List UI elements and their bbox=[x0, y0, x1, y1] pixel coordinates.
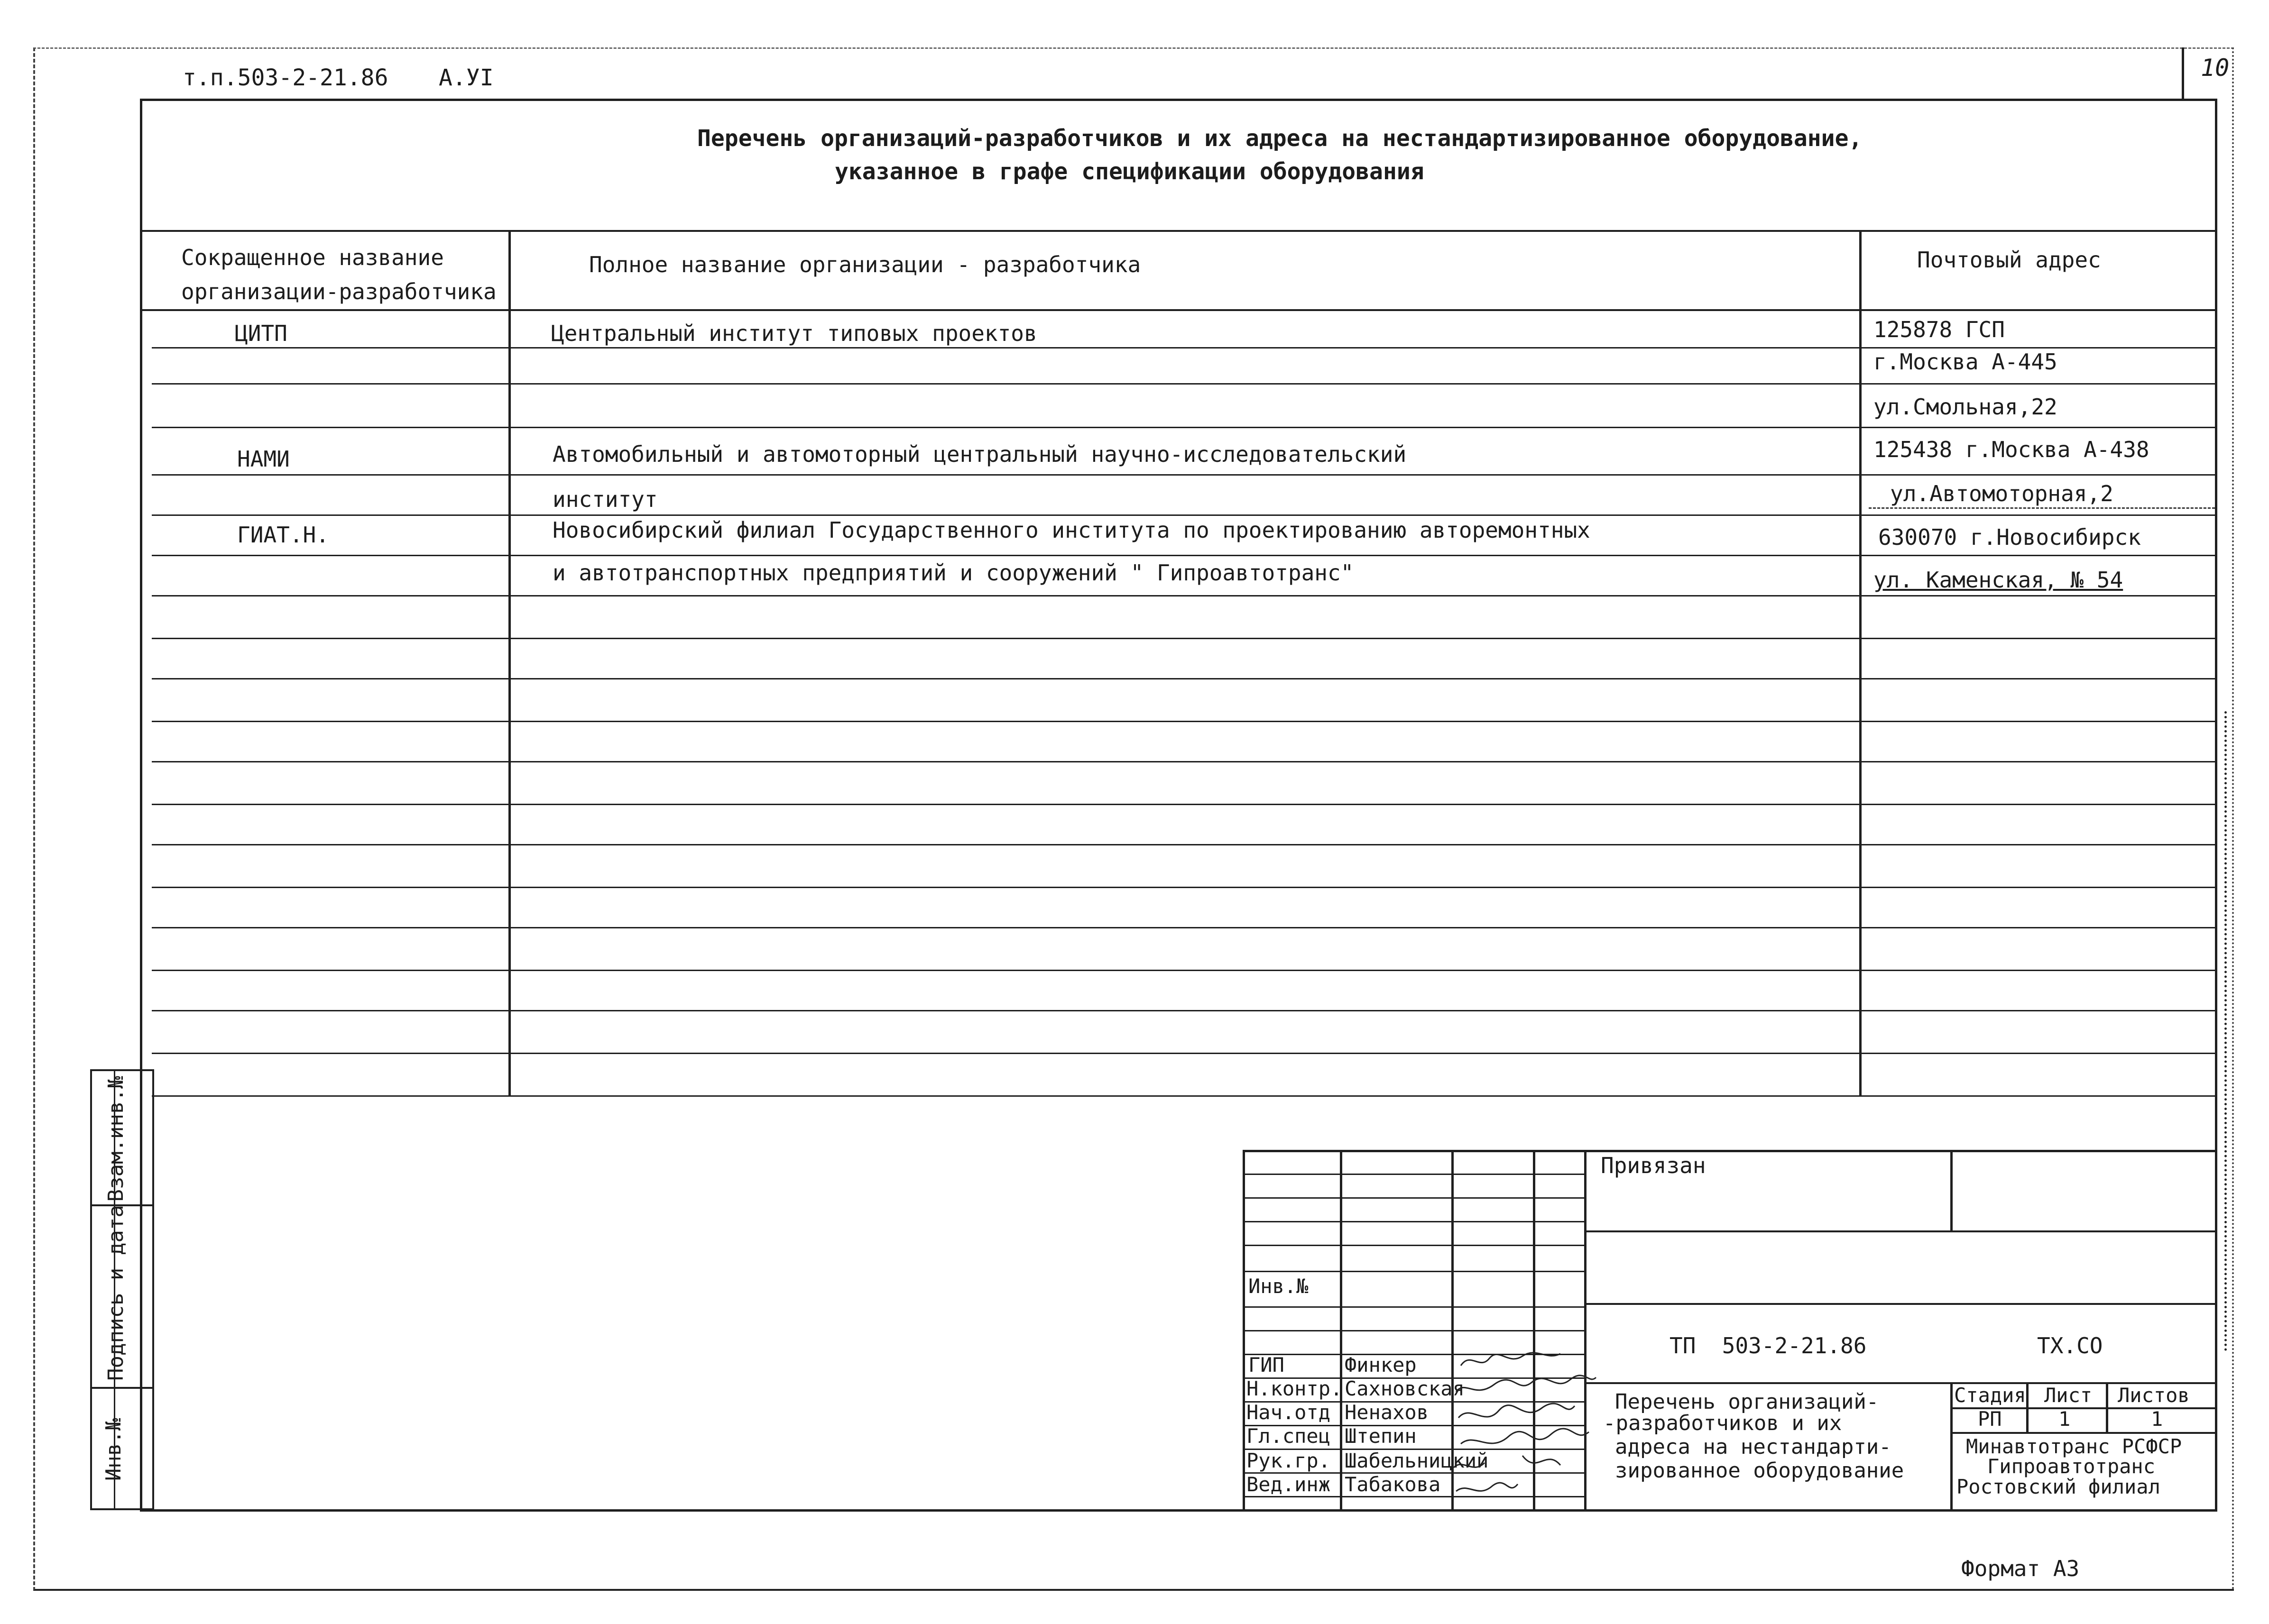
tb-org-line: Ростовский филиал bbox=[1956, 1475, 2160, 1498]
format-label: Формат А3 bbox=[1961, 1556, 2080, 1581]
tb-role: Рук.гр. bbox=[1246, 1449, 1331, 1472]
tb-desc-divider bbox=[1950, 1382, 1953, 1512]
table-row-line bbox=[152, 474, 2217, 476]
tb-role-name: Табакова bbox=[1345, 1473, 1441, 1496]
tb-role-name: Ненахов bbox=[1345, 1401, 1429, 1424]
page-title-line2: указанное в графе спецификации оборудования bbox=[835, 158, 1424, 185]
tb-code: ТП 503-2-21.86 bbox=[1669, 1333, 1867, 1358]
row-full-name: Центральный институт типовых проектов bbox=[551, 321, 1037, 346]
row-address: ул.Смольная,22 bbox=[1873, 394, 2057, 420]
signature-scribble bbox=[1461, 1353, 1560, 1366]
signatures bbox=[1451, 1347, 1603, 1510]
table-row-line bbox=[152, 1010, 2217, 1011]
tb-description: Перечень организаций- bbox=[1615, 1390, 1879, 1414]
tb-grid-row-line bbox=[1243, 1174, 1584, 1175]
table-row-line bbox=[152, 804, 2217, 805]
table-row-line bbox=[152, 678, 2217, 679]
tb-role: Вед.инж bbox=[1246, 1473, 1331, 1496]
table-top-line bbox=[140, 230, 2217, 232]
table-row-line bbox=[152, 347, 2217, 349]
tb-inv-no: Инв.№ bbox=[1248, 1275, 1309, 1298]
tb-privyazan: Привязан bbox=[1601, 1153, 1706, 1178]
tb-grid-row-line bbox=[1243, 1271, 1584, 1272]
table-row-line bbox=[152, 887, 2217, 888]
tb-description: адреса на нестандарти- bbox=[1615, 1435, 1891, 1459]
table-row-line bbox=[152, 595, 2217, 596]
row-short-name: НАМИ bbox=[237, 446, 290, 472]
tb-stage-values-bottom bbox=[1950, 1432, 2217, 1434]
right-edge-marks bbox=[2224, 711, 2227, 1351]
side-stamp-divider-2 bbox=[90, 1387, 154, 1389]
row-address: ул. Каменская, № 54 bbox=[1873, 567, 2123, 593]
page-title-line1: Перечень организаций-разработчиков и их адреса на нестандартизированное оборудование, bbox=[697, 125, 1863, 152]
table-row-line bbox=[152, 427, 2217, 428]
table-row-line bbox=[152, 721, 2217, 722]
tb-role-name: Сахновская bbox=[1345, 1377, 1465, 1400]
tb-role: ГИП bbox=[1248, 1353, 1284, 1376]
row-address: ул.Автомоторная,2 bbox=[1890, 481, 2113, 506]
tb-role-name: Шабельницкий bbox=[1345, 1449, 1489, 1472]
row-address: 125438 г.Москва А-438 bbox=[1873, 437, 2149, 462]
tb-sheet-header: Лист bbox=[2044, 1384, 2093, 1407]
tb-role: Н.контр. bbox=[1246, 1377, 1343, 1400]
tb-stage-divider-1 bbox=[2026, 1382, 2029, 1432]
table-row-line bbox=[152, 761, 2217, 762]
tb-org-line: Гипроавтотранс bbox=[1987, 1455, 2156, 1478]
signature-scribble bbox=[1456, 1376, 1596, 1392]
tb-description: зированное оборудование bbox=[1615, 1459, 1904, 1483]
tb-sheets: 1 bbox=[2151, 1407, 2163, 1431]
tb-role-name: Финкер bbox=[1345, 1353, 1417, 1376]
tb-role: Гл.спец bbox=[1246, 1424, 1331, 1448]
tb-role-name: Штепин bbox=[1345, 1424, 1417, 1448]
row-address: г.Москва А-445 bbox=[1873, 349, 2057, 375]
header-short-name-line1: Сокращенное название bbox=[181, 245, 444, 270]
row-full-name: Новосибирский филиал Государственного института по проектированию авторемонтных bbox=[553, 517, 1590, 543]
table-row-line bbox=[152, 927, 2217, 928]
row-address: 125878 ГСП bbox=[1873, 317, 2005, 342]
tb-privyazan-divider bbox=[1950, 1150, 1953, 1230]
tb-sheets-header: Листов bbox=[2118, 1384, 2190, 1407]
header-full-name: Полное название организации - разработчика bbox=[589, 252, 1141, 277]
table-col-divider-2 bbox=[1859, 230, 1862, 1095]
header-address: Почтовый адрес bbox=[1917, 247, 2101, 273]
table-col-divider-1 bbox=[508, 230, 511, 1095]
tb-stage-header: Стадия bbox=[1954, 1384, 2026, 1407]
tb-grid-row-line bbox=[1243, 1245, 1584, 1246]
tb-role: Нач.отд bbox=[1246, 1401, 1331, 1424]
tb-description: -разработчиков и их bbox=[1603, 1411, 1842, 1435]
side-stamp-vzam-inv: Взам.инв.№ bbox=[104, 1076, 128, 1202]
row-short-name: ГИАТ.Н. bbox=[237, 522, 329, 548]
header-short-name-line2: организации-разработчика bbox=[181, 279, 497, 304]
tb-grid-row-line bbox=[1243, 1306, 1584, 1308]
row-full-name: Автомобильный и автомоторный центральный научно-исследовательский bbox=[553, 441, 1407, 467]
tb-privyazan-bottom bbox=[1584, 1230, 2217, 1232]
tb-grid-row-line bbox=[1243, 1330, 1584, 1331]
outer-frame-right bbox=[2232, 47, 2234, 1591]
page-number-divider bbox=[2182, 47, 2184, 100]
tb-mark: ТХ.СО bbox=[2037, 1333, 2103, 1358]
doc-ref: т.п.503-2-21.86 bbox=[183, 64, 388, 91]
row-full-name: институт bbox=[553, 486, 658, 512]
table-row-line bbox=[152, 1053, 2217, 1054]
tb-code-top bbox=[1584, 1303, 2217, 1305]
table-row-line bbox=[152, 638, 2217, 639]
table-row-line bbox=[152, 383, 2217, 385]
signature-scribble bbox=[1461, 1429, 1589, 1444]
table-header-bottom bbox=[140, 309, 2217, 311]
tb-org-line: Минавтотранс РСФСР bbox=[1966, 1435, 2182, 1458]
album-ref: А.УI bbox=[439, 64, 494, 91]
tb-stage-divider-2 bbox=[2106, 1382, 2108, 1432]
tb-stage: РП bbox=[1978, 1407, 2002, 1431]
signature-scribble bbox=[1458, 1404, 1575, 1418]
tb-grid-row-line bbox=[1243, 1221, 1584, 1222]
side-stamp-inv-no: Инв.№ bbox=[101, 1418, 126, 1481]
row-full-name: и автотранспортных предприятий и сооружений " Гипроавтотранс" bbox=[553, 560, 1354, 586]
table-row-line bbox=[152, 970, 2217, 971]
tb-grid-row-line bbox=[1243, 1197, 1584, 1199]
table-row-line bbox=[152, 844, 2217, 845]
row-short-name: ЦИТП bbox=[235, 321, 287, 346]
page-number: 10 bbox=[2201, 54, 2230, 82]
tb-sheet: 1 bbox=[2058, 1407, 2071, 1431]
table-row-line bbox=[152, 555, 2217, 556]
signature-scribble bbox=[1456, 1483, 1518, 1491]
address-dashed-line bbox=[1869, 507, 2215, 509]
table-row-line bbox=[152, 514, 2217, 516]
row-address: 630070 г.Новосибирск bbox=[1878, 524, 2141, 550]
signature-scribble bbox=[1454, 1456, 1560, 1468]
table-row-line bbox=[152, 1095, 2217, 1097]
side-stamp-podpis-data: Подпись и дата bbox=[104, 1205, 128, 1381]
